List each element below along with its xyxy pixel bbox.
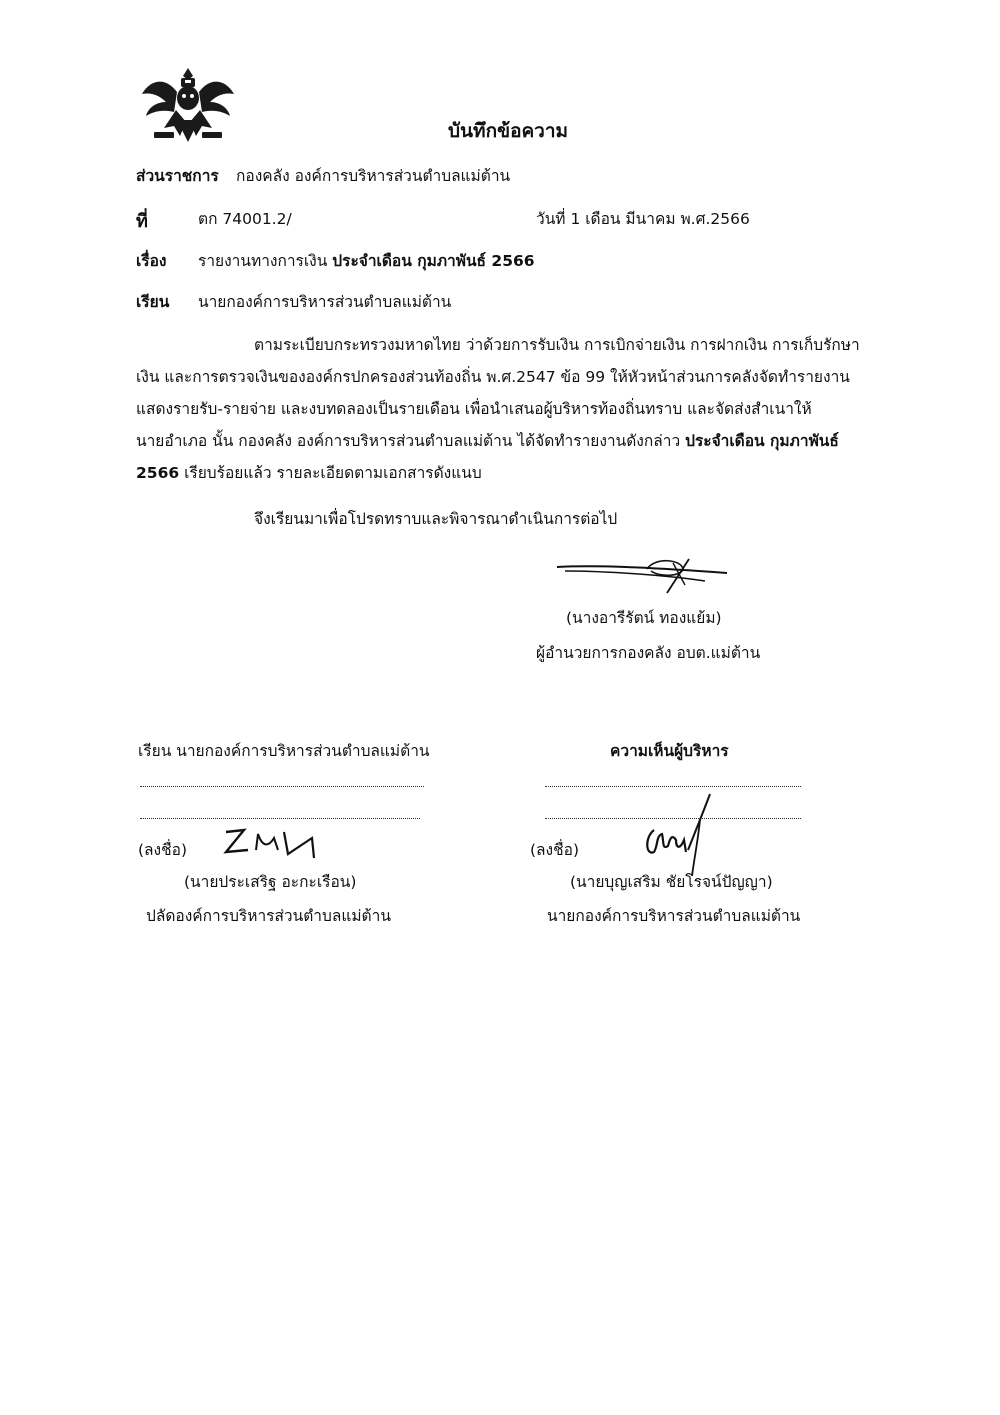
left-to-line: เรียน นายกองค์การบริหารส่วนตำบลแม่ต้าน — [138, 742, 430, 760]
subject-month: ประจำเดือน กุมภาพันธ์ 2566 — [332, 252, 535, 270]
right-dotted-line-1 — [545, 786, 801, 787]
left-signer-position: ปลัดองค์การบริหารส่วนตำบลแม่ต้าน — [146, 907, 391, 925]
closing-line: จึงเรียนมาเพื่อโปรดทราบและพิจารณาดำเนินการต่อไป — [254, 510, 618, 528]
left-signer-name: (นายประเสริฐ อะกะเรือน) — [184, 873, 357, 891]
right-signer-position: นายกองค์การบริหารส่วนตำบลแม่ต้าน — [547, 907, 801, 925]
left-sign-label: (ลงชื่อ) — [138, 841, 187, 859]
to-value: นายกองค์การบริหารส่วนตำบลแม่ต้าน — [198, 293, 452, 311]
agency-label: ส่วนราชการ — [136, 167, 219, 185]
right-signer-name: (นายบุญเสริม ชัยโรจน์ปัญญา) — [570, 873, 773, 891]
body-paragraph — [136, 329, 884, 489]
body-line-1: ตามระเบียบกระทรวงมหาดไทย ว่าด้วยการรับเงิน การเบิกจ่ายเงิน การฝากเงิน การเก็บรักษา — [254, 336, 860, 354]
left-dotted-line-1 — [140, 786, 424, 787]
memo-date: วันที่ 1 เดือน มีนาคม พ.ศ.2566 — [536, 210, 750, 228]
body-line-4-month: ประจำเดือน กุมภาพันธ์ — [685, 432, 839, 450]
subject-text: รายงานทางการเงิน — [198, 252, 328, 270]
right-sign-label: (ลงชื่อ) — [530, 841, 579, 859]
executive-opinion-heading: ความเห็นผู้บริหาร — [610, 742, 729, 760]
signer-main-name: (นางอารีรัตน์ ทองแย้ม) — [566, 609, 722, 627]
body-line-5 — [136, 457, 884, 489]
signature-left — [222, 826, 322, 862]
body-line-5-year: 2566 — [136, 464, 180, 482]
agency-value: กองคลัง องค์การบริหารส่วนตำบลแม่ต้าน — [236, 167, 511, 185]
subject-label: เรื่อง — [136, 252, 167, 270]
signature-main — [555, 555, 735, 595]
left-dotted-line-2 — [140, 818, 420, 819]
body-line-2: เงิน และการตรวจเงินขององค์กรปกครองส่วนท้องถิ่น พ.ศ.2547 ข้อ 99 ให้หัวหน้าส่วนการคลังจัดทำรายงาน — [136, 368, 850, 386]
garuda-emblem — [140, 66, 236, 144]
signature-right — [640, 790, 720, 880]
to-label: เรียน — [136, 293, 170, 311]
signer-main-position: ผู้อำนวยการกองคลัง อบต.แม่ต้าน — [536, 644, 761, 662]
body-line-3: แสดงรายรับ-รายจ่าย และงบทดลองเป็นรายเดือน เพื่อนำเสนอผู้บริหารท้องถิ่นทราบ และจัดส่งสำเนาให้ — [136, 400, 812, 418]
body-line-5-text: เรียบร้อยแล้ว รายละเอียดตามเอกสารดังแนบ — [184, 464, 482, 482]
memo-title: บันทึกข้อความ — [448, 120, 569, 142]
body-line-4-text: นายอำเภอ นั้น กองคลัง องค์การบริหารส่วนตำบลแม่ต้าน ได้จัดทำรายงานดังกล่าว — [136, 432, 681, 450]
subject-value — [198, 248, 535, 273]
body-line-4 — [136, 425, 884, 457]
ref-label: ที่ — [136, 211, 148, 232]
ref-value: ตก 74001.2/ — [198, 210, 292, 228]
